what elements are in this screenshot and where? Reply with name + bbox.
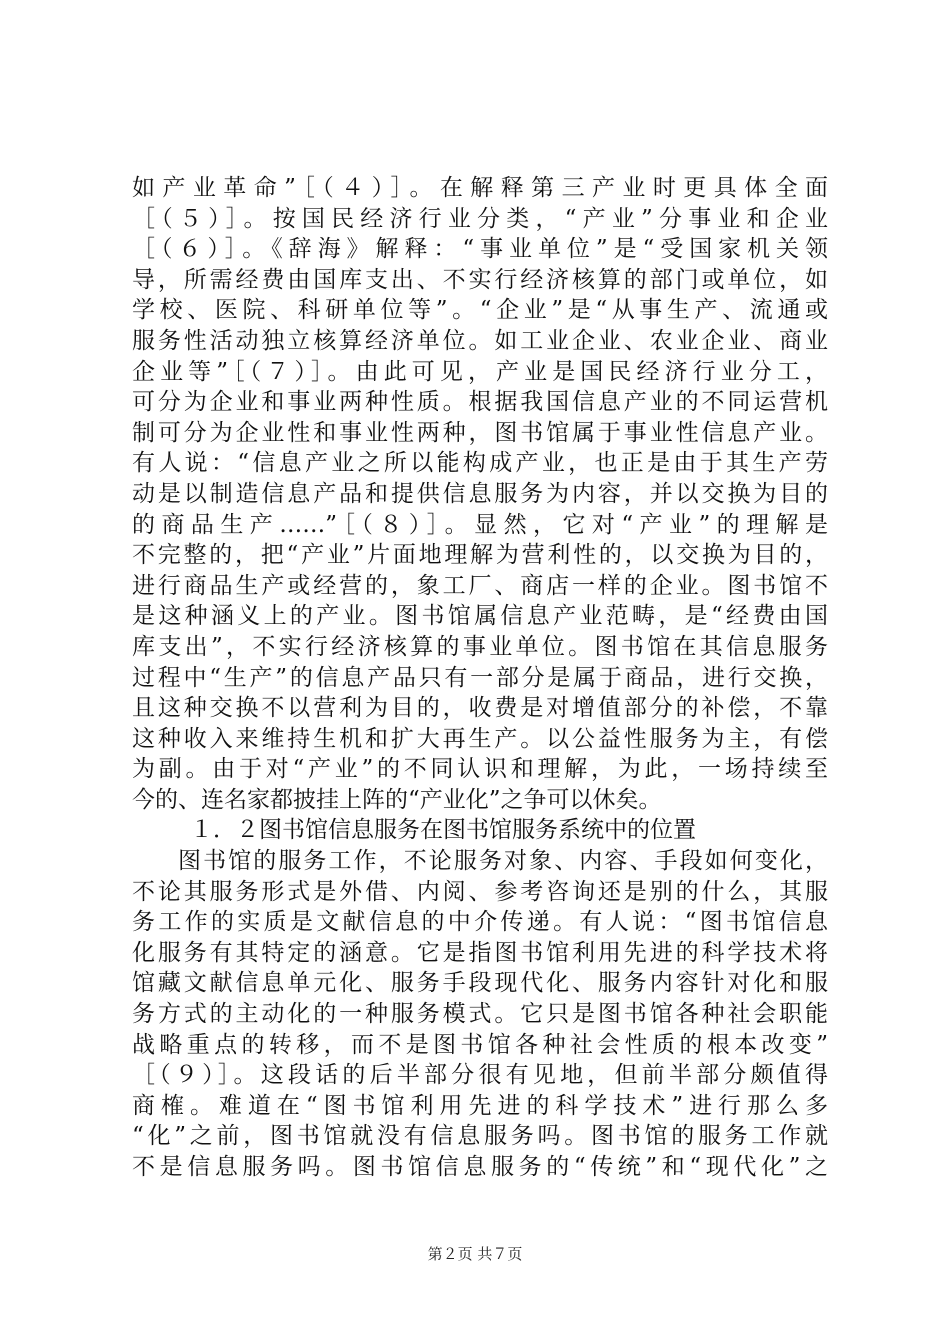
text-line: 今的、连名家都披挂上阵的“产业化”之争可以休矣。 [132, 786, 662, 813]
text-line: 可分为企业和事业两种性质。根据我国信息产业的不同运营机 [132, 389, 828, 416]
text-line: 不论其服务形式是外借、内阅、参考咨询还是别的什么，其服 [132, 878, 828, 905]
document-body [132, 173, 828, 1183]
text-line: 企业等”［（７）］。由此可见，产业是国民经济行业分工， [132, 358, 828, 385]
text-line: ［（５）］。按国民经济行业分类，“产业”分事业和企业 [132, 205, 828, 232]
text-line: 学校、医院、科研单位等”。“企业”是“从事生产、流通或 [132, 297, 828, 324]
text-line: 馆藏文献信息单元化、服务手段现代化、服务内容针对化和服 [132, 970, 828, 997]
text-line: 导，所需经费由国库支出、不实行经济核算的部门或单位，如 [132, 266, 828, 293]
text-line: 不完整的，把“产业”片面地理解为营利性的，以交换为目的， [132, 542, 828, 569]
text-line: ［（９）］。这段话的后半部分很有见地，但前半部分颇值得 [132, 1062, 828, 1089]
text-line: 服务性活动独立核算经济单位。如工业企业、农业企业、商业 [132, 327, 828, 354]
text-line: 库支出”，不实行经济核算的事业单位。图书馆在其信息服务 [132, 633, 828, 660]
text-line: 图书馆的服务工作，不论服务对象、内容、手段如何变化， [178, 848, 828, 875]
page-number-footer: 第２页 共７页 [427, 1245, 523, 1263]
text-line: 进行商品生产或经营的，象工厂、商店一样的企业。图书馆不 [132, 572, 828, 599]
text-line: 且这种交换不以营利为目的，收费是对增值部分的补偿，不靠 [132, 695, 828, 722]
text-line: 为副。由于对“产业”的不同认识和理解，为此，一场持续至 [132, 756, 828, 783]
text-line: ［（６）］。《辞海》解释：“事业单位”是“受国家机关领 [132, 236, 828, 263]
text-line: 不是信息服务吗。图书馆信息服务的“传统”和“现代化”之 [132, 1154, 828, 1180]
text-line: “化”之前，图书馆就没有信息服务吗。图书馆的服务工作就 [132, 1123, 828, 1150]
paragraph-1 [132, 173, 828, 815]
text-line: 过程中“生产”的信息产品只有一部分是属于商品，进行交换， [132, 664, 828, 691]
text-line: 制可分为企业性和事业性两种，图书馆属于事业性信息产业。 [132, 419, 828, 446]
text-line: 务工作的实质是文献信息的中介传递。有人说：“图书馆信息 [132, 909, 828, 936]
text-line: 如产业革命”［（４）］。在解释第三产业时更具体全面 [132, 175, 828, 201]
text-line: 化服务有其特定的涵意。它是指图书馆利用先进的科学技术将 [132, 939, 828, 966]
text-line: 有人说：“信息产业之所以能构成产业，也正是由于其生产劳 [132, 450, 828, 477]
text-line: 的商品生产……”［（８）］。显然，它对“产业”的理解是 [132, 511, 828, 538]
text-line: 是这种涵义上的产业。图书馆属信息产业范畴，是“经费由国 [132, 603, 828, 630]
text-line: 战略重点的转移，而不是图书馆各种社会性质的根本改变” [132, 1031, 828, 1058]
text-line: 这种收入来维持生机和扩大再生产。以公益性服务为主，有偿 [132, 725, 828, 752]
text-line: 务方式的主动化的一种服务模式。它只是图书馆各种社会职能 [132, 1001, 828, 1028]
paragraph-2 [132, 846, 828, 1183]
section-heading: １．２图书馆信息服务在图书馆服务系统中的位置 [190, 817, 696, 844]
text-line: 商榷。难道在“图书馆利用先进的科学技术”进行那么多 [132, 1092, 828, 1119]
text-line: 动是以制造信息产品和提供信息服务为内容，并以交换为目的 [132, 480, 828, 507]
